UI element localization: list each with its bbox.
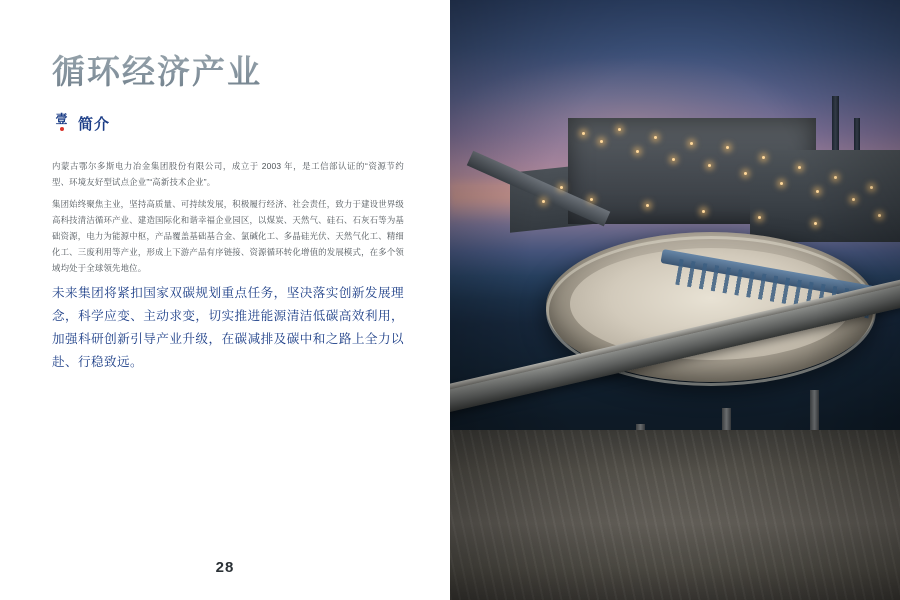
plant-lights	[450, 0, 900, 600]
right-photo-page	[450, 0, 900, 600]
section-number-char: 壹	[55, 112, 68, 126]
section-number-badge	[52, 112, 71, 134]
section-header	[52, 112, 110, 134]
section-title: 简介	[78, 115, 111, 133]
intro-paragraph-1: 内蒙古鄂尔多斯电力冶金集团股份有限公司，成立于 2003 年，是工信部认证的“资源节约型、环境友好型试点企业”“高新技术企业”。	[52, 161, 404, 187]
highlight-paragraph: 未来集团将紧扣国家双碳规划重点任务，坚决落实创新发展理念，科学应变、主动求变，切实推进能源清洁低碳高效利用，加强科研创新引导产业升级，在碳减排及碳中和之路上全力以赴、行稳致远。	[52, 286, 404, 369]
page-number: 28	[215, 559, 235, 576]
intro-paragraph-2: 集团始终聚焦主业，坚持高质量、可持续发展，积极履行经济、社会责任，致力于建设世界级高科技清洁循环产业、建造国际化和谐幸福企业园区，以煤炭、天然气、硅石、石灰石等为基础资源，电力为能源中枢，产品覆盖基础基合金、氯碱化工、多晶硅光伏、天然气化工、精细化工、三废利用等产业，形成上下游产品有序链接、资源循环转化增值的发展模式，在多个领域均处于全球领先地位。	[52, 199, 404, 273]
page-title: 循环经济产业	[52, 46, 262, 93]
badge-dot-icon	[60, 127, 64, 131]
industrial-plant-photo	[450, 0, 900, 600]
